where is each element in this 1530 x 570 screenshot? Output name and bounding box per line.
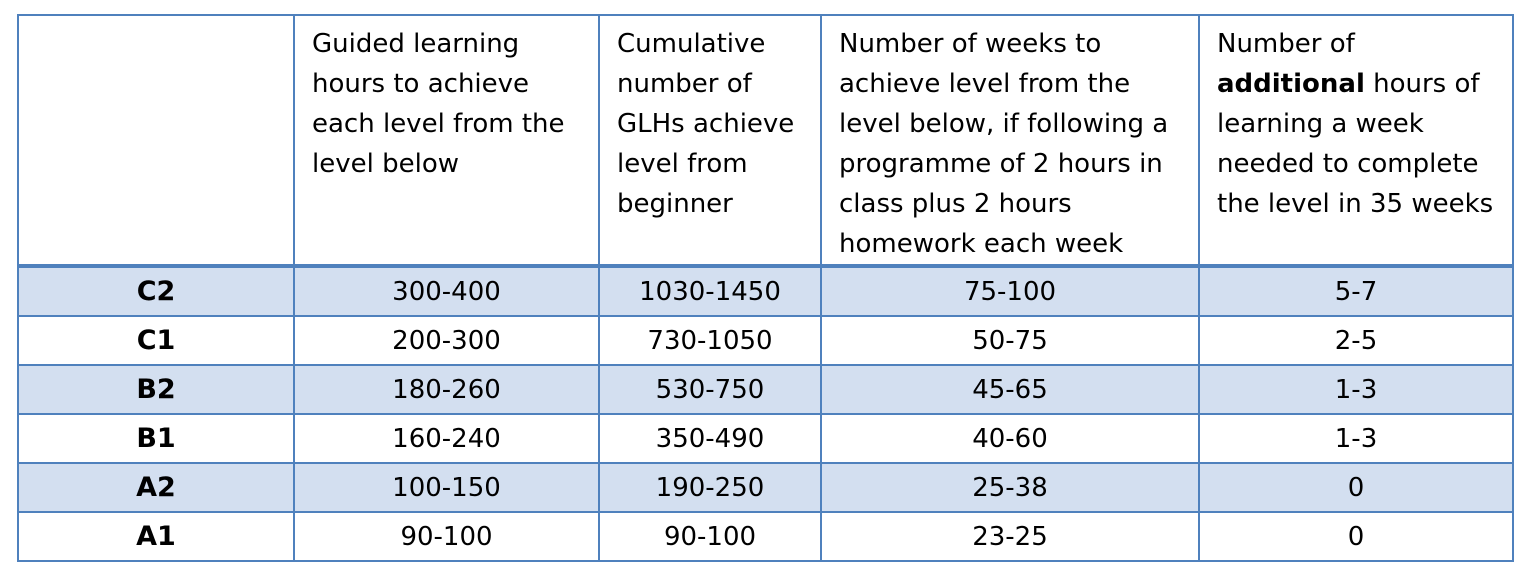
glh-cell: 300-400 bbox=[294, 266, 599, 316]
header-additional-hours bbox=[1199, 15, 1513, 266]
glh-cell: 180-260 bbox=[294, 365, 599, 414]
header-row bbox=[18, 15, 1513, 266]
table-row bbox=[18, 365, 1513, 414]
level-cell: B2 bbox=[18, 365, 294, 414]
level-cell: A2 bbox=[18, 463, 294, 512]
cumulative-cell: 350-490 bbox=[599, 414, 821, 463]
table-row bbox=[18, 266, 1513, 316]
level-cell: C2 bbox=[18, 266, 294, 316]
weeks-cell: 50-75 bbox=[821, 316, 1199, 365]
cumulative-cell: 1030-1450 bbox=[599, 266, 821, 316]
header-guided-learning-hours: Guided learning hours to achieve each level from the level below bbox=[294, 15, 599, 266]
header-empty-cell bbox=[18, 15, 294, 266]
header-additional-post: hours of learning a week needed to complete the level in 35 weeks bbox=[1217, 69, 1494, 219]
weeks-cell: 25-38 bbox=[821, 463, 1199, 512]
header-additional-bold: additional bbox=[1217, 69, 1365, 99]
cumulative-cell: 530-750 bbox=[599, 365, 821, 414]
weeks-cell: 40-60 bbox=[821, 414, 1199, 463]
additional-cell: 2-5 bbox=[1199, 316, 1513, 365]
glh-cell: 100-150 bbox=[294, 463, 599, 512]
weeks-cell: 45-65 bbox=[821, 365, 1199, 414]
level-cell: A1 bbox=[18, 512, 294, 561]
table-row bbox=[18, 414, 1513, 463]
level-cell: B1 bbox=[18, 414, 294, 463]
header-cumulative-glhs: Cumulative number of GLHs achieve level from beginner bbox=[599, 15, 821, 266]
additional-cell: 1-3 bbox=[1199, 365, 1513, 414]
header-additional-pre: Number of bbox=[1217, 29, 1355, 59]
additional-cell: 1-3 bbox=[1199, 414, 1513, 463]
glh-cell: 200-300 bbox=[294, 316, 599, 365]
cumulative-cell: 190-250 bbox=[599, 463, 821, 512]
additional-cell: 0 bbox=[1199, 463, 1513, 512]
cumulative-cell: 730-1050 bbox=[599, 316, 821, 365]
cumulative-cell: 90-100 bbox=[599, 512, 821, 561]
header-number-of-weeks: Number of weeks to achieve level from the level below, if following a programme of 2 hours in class plus 2 hours homework each week bbox=[821, 15, 1199, 266]
level-cell: C1 bbox=[18, 316, 294, 365]
weeks-cell: 75-100 bbox=[821, 266, 1199, 316]
weeks-cell: 23-25 bbox=[821, 512, 1199, 561]
table-row bbox=[18, 463, 1513, 512]
additional-cell: 0 bbox=[1199, 512, 1513, 561]
table-row bbox=[18, 512, 1513, 561]
additional-cell: 5-7 bbox=[1199, 266, 1513, 316]
table-row bbox=[18, 316, 1513, 365]
glh-cell: 160-240 bbox=[294, 414, 599, 463]
glh-cell: 90-100 bbox=[294, 512, 599, 561]
level-hours-table bbox=[17, 14, 1514, 562]
